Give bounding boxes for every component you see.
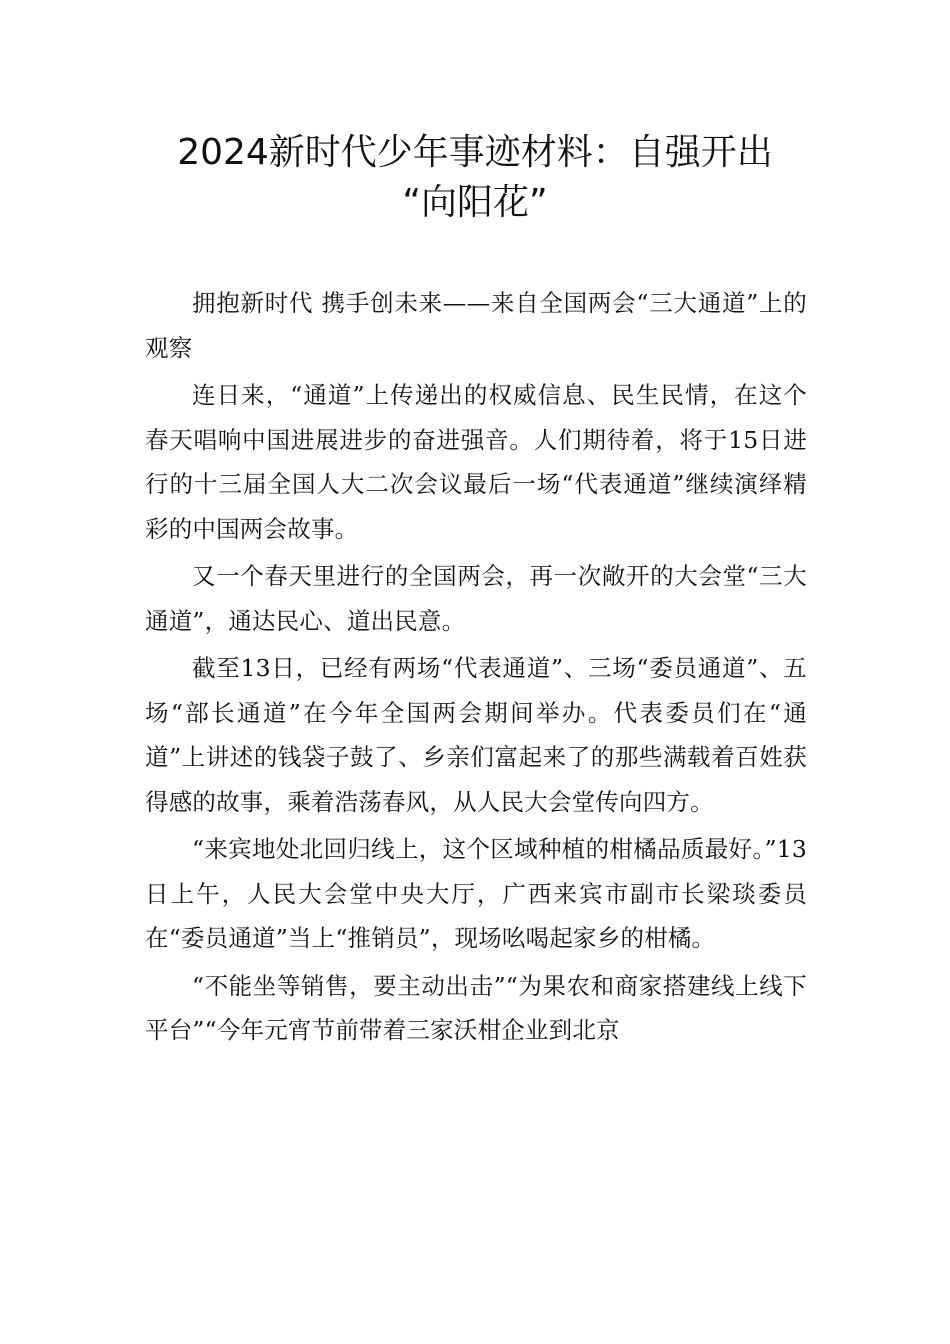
paragraph: “来宾地处北回归线上，这个区域种植的柑橘品质最好。”13日上午，人民大会堂中央大厅，广西来宾市副市长梁琰委员在“委员通道”当上“推销员”，现场吆喝起家乡的柑橘。 xyxy=(145,835,807,952)
paragraph: 截至13日，已经有两场“代表通道”、三场“委员通道”、五场“部长通道”在今年全国两会期间举办。代表委员们在“通道”上讲述的钱袋子鼓了、乡亲们富起来了的那些满载着百姓获得感的故事，乘着浩荡春风，从人民大会堂传向四方。 xyxy=(145,654,807,816)
document-title xyxy=(120,128,830,228)
title-line-2: “向阳花” xyxy=(402,182,548,223)
paragraph: 连日来，“通道”上传递出的权威信息、民生民情，在这个春天唱响中国进展进步的奋进强音。人们期待着，将于15日进行的十三届全国人大二次会议最后一场“代表通道”继续演绎精彩的中国两会故事。 xyxy=(145,381,807,543)
paragraph: “不能坐等销售，要主动出击”“为果农和商家搭建线上线下平台”“今年元宵节前带着三家沃柑企业到北京 xyxy=(145,971,807,1044)
paragraph: 拥抱新时代 携手创未来——来自全国两会“三大通道”上的观察 xyxy=(145,289,807,362)
paragraph: 又一个春天里进行的全国两会，再一次敞开的大会堂“三大通道”，通达民心、道出民意。 xyxy=(145,562,807,635)
document-body xyxy=(145,281,807,1056)
title-line-1: 2024新时代少年事迹材料：自强开出 xyxy=(177,132,773,173)
